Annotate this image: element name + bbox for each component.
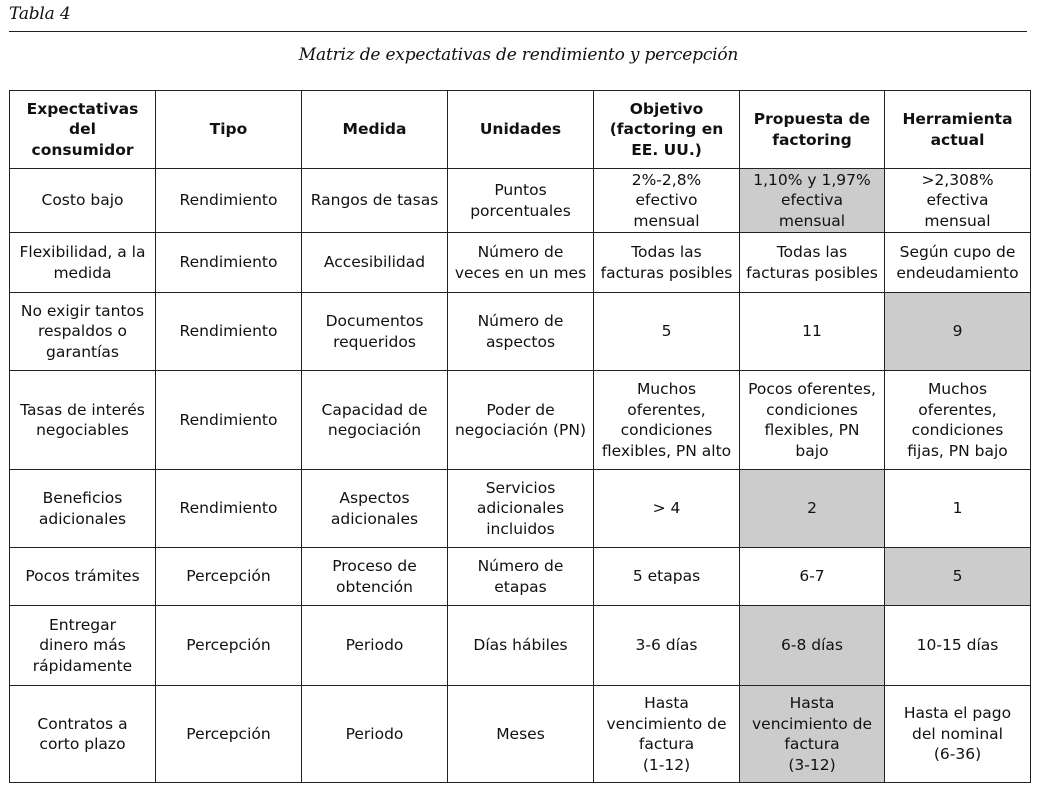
table-cell: Contratos a corto plazo: [10, 686, 156, 783]
table-row: [10, 548, 1031, 606]
header-cell: Propuesta de factoring: [740, 91, 885, 169]
table-cell: Muchos oferentes, condiciones flexibles, PN alto: [594, 371, 740, 470]
header-cell: Medida: [302, 91, 448, 169]
header-cell: Expectativas del consumidor: [10, 91, 156, 169]
header-row: [10, 91, 1031, 169]
header-cell: Herramienta actual: [885, 91, 1031, 169]
table-body: [10, 169, 1031, 783]
table-cell: 10-15 días: [885, 606, 1031, 686]
table-cell: Entregar dinero más rápidamente: [10, 606, 156, 686]
table-cell: 5: [885, 548, 1031, 606]
table-cell: Meses: [448, 686, 594, 783]
table-cell: Percepción: [156, 548, 302, 606]
expectations-matrix-table: [9, 90, 1031, 783]
table-cell: 2: [740, 470, 885, 548]
table-cell: Número de aspectos: [448, 293, 594, 371]
table-cell: Percepción: [156, 686, 302, 783]
table-cell: Hasta vencimiento de factura (3-12): [740, 686, 885, 783]
table-cell: Capacidad de negociación: [302, 371, 448, 470]
table-cell: Periodo: [302, 686, 448, 783]
table-cell: Número de veces en un mes: [448, 233, 594, 293]
table-cell: Pocos oferentes, condiciones flexibles, PN bajo: [740, 371, 885, 470]
table-row: [10, 233, 1031, 293]
table-cell: Hasta el pago del nominal (6-36): [885, 686, 1031, 783]
table-cell: > 4: [594, 470, 740, 548]
table-cell: Rendimiento: [156, 169, 302, 233]
header-cell: Tipo: [156, 91, 302, 169]
table-cell: Flexibilidad, a la medida: [10, 233, 156, 293]
table-row: [10, 606, 1031, 686]
table-cell: 1,10% y 1,97% efectiva mensual: [740, 169, 885, 233]
table-cell: Número de etapas: [448, 548, 594, 606]
table-cell: Proceso de obtención: [302, 548, 448, 606]
table-cell: Beneficios adicionales: [10, 470, 156, 548]
table-cell: Hasta vencimiento de factura (1-12): [594, 686, 740, 783]
table-row: [10, 686, 1031, 783]
table-cell: Documentos requeridos: [302, 293, 448, 371]
table-cell: Muchos oferentes, condiciones fijas, PN bajo: [885, 371, 1031, 470]
table-row: [10, 371, 1031, 470]
table-cell: Costo bajo: [10, 169, 156, 233]
table-cell: Días hábiles: [448, 606, 594, 686]
table-cell: Rendimiento: [156, 293, 302, 371]
header-cell: Objetivo (factoring en EE. UU.): [594, 91, 740, 169]
table-cell: Servicios adicionales incluidos: [448, 470, 594, 548]
table-cell: Periodo: [302, 606, 448, 686]
table-cell: No exigir tantos respaldos o garantías: [10, 293, 156, 371]
table-cell: Rendimiento: [156, 233, 302, 293]
table-cell: 6-7: [740, 548, 885, 606]
table-cell: 9: [885, 293, 1031, 371]
table-cell: 11: [740, 293, 885, 371]
table-caption: Matriz de expectativas de rendimiento y percepción: [298, 45, 739, 65]
table-cell: 3-6 días: [594, 606, 740, 686]
table-cell: 5 etapas: [594, 548, 740, 606]
table-number-label: Tabla 4: [9, 4, 71, 24]
top-rule: [9, 31, 1027, 32]
table-cell: Todas las facturas posibles: [740, 233, 885, 293]
table-cell: Rendimiento: [156, 470, 302, 548]
table-cell: 2%-2,8% efectivo mensual: [594, 169, 740, 233]
table-cell: Rendimiento: [156, 371, 302, 470]
table-cell: >2,308% efectiva mensual: [885, 169, 1031, 233]
header-cell: Unidades: [448, 91, 594, 169]
table-cell: 5: [594, 293, 740, 371]
table-cell: Todas las facturas posibles: [594, 233, 740, 293]
table-cell: 6-8 días: [740, 606, 885, 686]
table-row: [10, 470, 1031, 548]
table-row: [10, 293, 1031, 371]
table-cell: Puntos porcentuales: [448, 169, 594, 233]
table-cell: 1: [885, 470, 1031, 548]
table-cell: Rangos de tasas: [302, 169, 448, 233]
table-cell: Pocos trámites: [10, 548, 156, 606]
table-cell: Aspectos adicionales: [302, 470, 448, 548]
table-row: [10, 169, 1031, 233]
table-cell: Percepción: [156, 606, 302, 686]
table-cell: Tasas de interés negociables: [10, 371, 156, 470]
table-cell: Accesibilidad: [302, 233, 448, 293]
table-cell: Poder de negociación (PN): [448, 371, 594, 470]
table-cell: Según cupo de endeudamiento: [885, 233, 1031, 293]
